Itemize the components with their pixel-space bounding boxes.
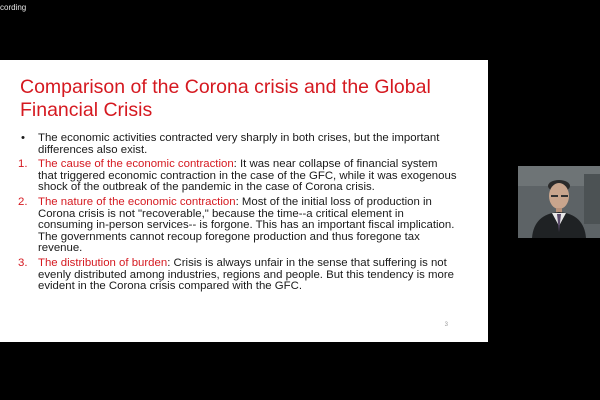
list-item <box>18 258 458 293</box>
slide-page-number: 3 <box>444 322 448 328</box>
list-item <box>18 159 458 194</box>
speaker-video-frame <box>518 166 600 238</box>
intro-bullet <box>18 133 458 156</box>
intro-text: The economic activities contracted very sharply in both crises, but the important differences also exist. <box>38 132 440 156</box>
item-text: : Most of the initial loss of production in Corona crisis is not "recoverable," because the time--a critical element in consuming in-person services-- is forgone. This has an important fiscal implication. The governments cannot recoup foregone production and thus foregone tax revenue. <box>38 195 455 255</box>
item-text: : Crisis is always unfair in the sense that suffering is not evenly distributed among industries, regions and people. But this tendency is more evident in the Corona crisis compared with the GFC. <box>38 256 454 293</box>
list-item <box>18 197 458 255</box>
item-heading: The cause of the economic contraction <box>38 158 234 171</box>
item-heading: The nature of the economic contraction <box>38 195 236 208</box>
item-number: 1. <box>18 158 28 171</box>
slide-title: Comparison of the Corona crisis and the Global Financial Crisis <box>20 76 431 121</box>
presentation-slide <box>0 60 488 342</box>
item-number: 2. <box>18 195 28 208</box>
item-heading: The distribution of burden <box>38 256 168 269</box>
participant-video-tile[interactable] <box>518 166 600 238</box>
item-text: : It was near collapse of financial system that triggered economic contraction in the case of the GFC, while it was exogenous shock of the outbreak of the pandemic in the case of Corona crisis. <box>38 158 457 194</box>
bullet-icon: • <box>21 132 25 144</box>
recording-indicator: cording <box>0 3 27 12</box>
item-number: 3. <box>18 256 28 269</box>
slide-body <box>18 133 458 296</box>
